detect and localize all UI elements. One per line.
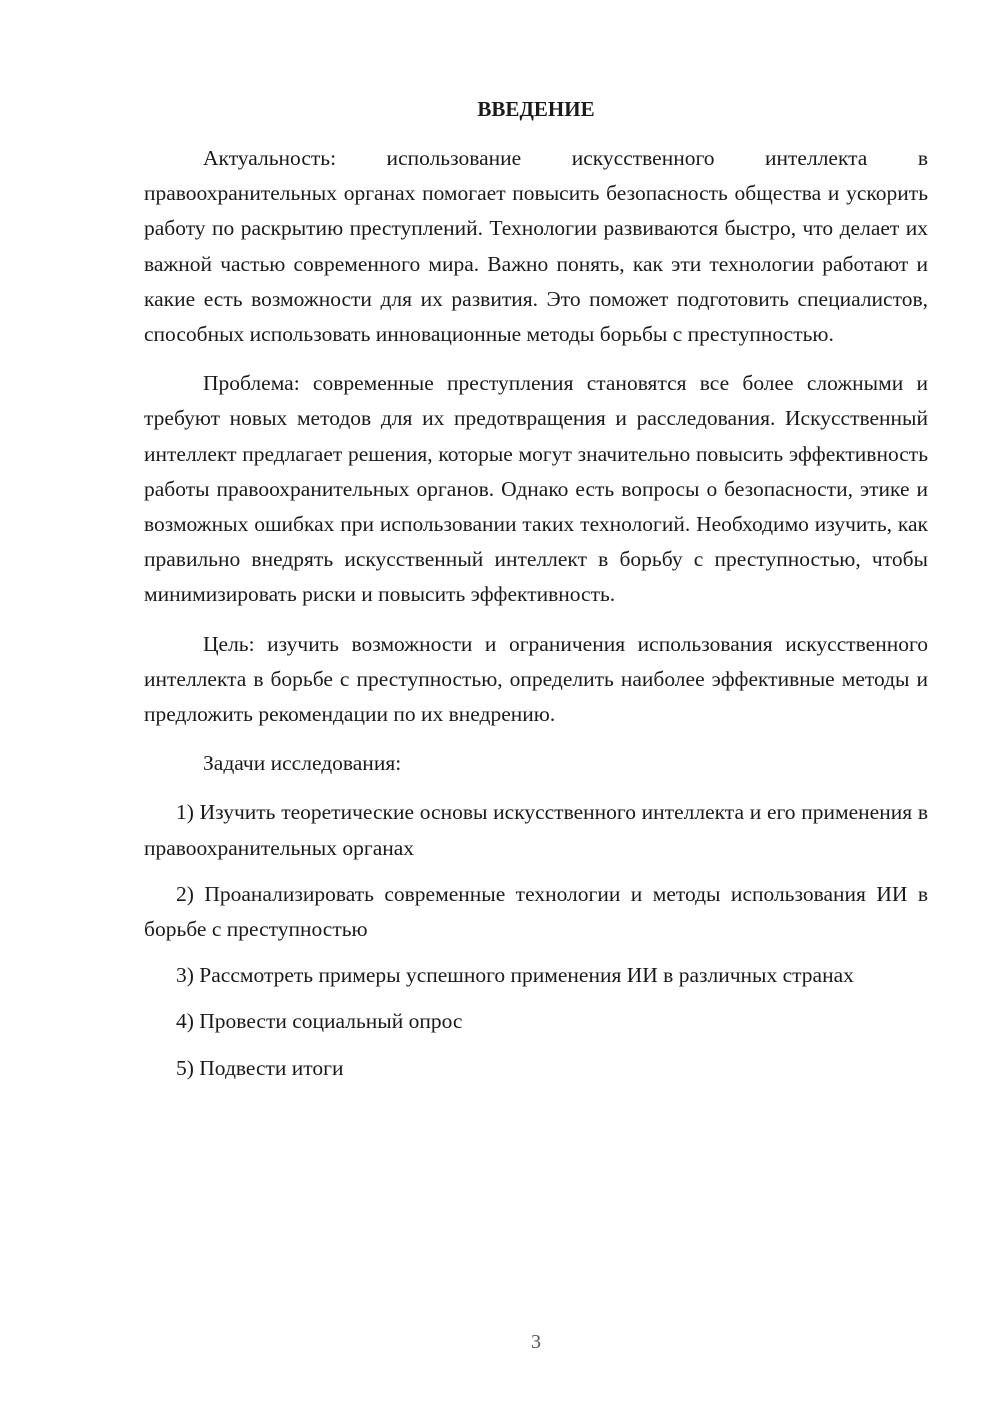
tasks-heading: Задачи исследования: xyxy=(203,751,402,776)
document-body xyxy=(144,92,928,1097)
relevance-paragraph: Актуальность: использование искусственного интеллекта в правоохранительных органах помогает повысить безопасность общества и ускорить работу по раскрытию преступлений. Технологии развиваются быстро, что делает их важной частью современного мира. Важно понять, как эти технологии работают и какие есть возможности для их развития. Это поможет подготовить специалистов, способных использовать инновационные методы борьбы с преступностью. xyxy=(144,146,928,347)
task-item: 4) Провести социальный опрос xyxy=(176,1009,463,1034)
goal-paragraph: Цель: изучить возможности и ограничения использования искусственного интеллекта в борьбе с преступностью, определить наиболее эффективные методы и предложить рекомендации по их внедрению. xyxy=(144,631,928,727)
page-number: 3 xyxy=(531,1331,541,1353)
task-item: 3) Рассмотреть примеры успешного применения ИИ в различных странах xyxy=(176,963,854,988)
task-item: 5) Подвести итоги xyxy=(176,1055,344,1080)
task-item: 1) Изучить теоретические основы искусственного интеллекта и его применения в правоохранительных органах xyxy=(144,800,928,860)
problem-paragraph: Проблема: современные преступления становятся все более сложными и требуют новых методов для их предотвращения и расследования. Искусственный интеллект предлагает решения, которые могут значительно повысить эффективность работы правоохранительных органов. Однако есть вопросы о безопасности, этике и возможных ошибках при использовании таких технологий. Необходимо изучить, как правильно внедрять искусственный интеллект в борьбу с преступностью, чтобы минимизировать риски и повысить эффективность. xyxy=(144,371,928,607)
section-title: ВВЕДЕНИЕ xyxy=(477,97,595,121)
tasks-list xyxy=(144,795,928,1085)
task-item: 2) Проанализировать современные технологии и методы использования ИИ в борьбе с преступностью xyxy=(144,881,928,942)
